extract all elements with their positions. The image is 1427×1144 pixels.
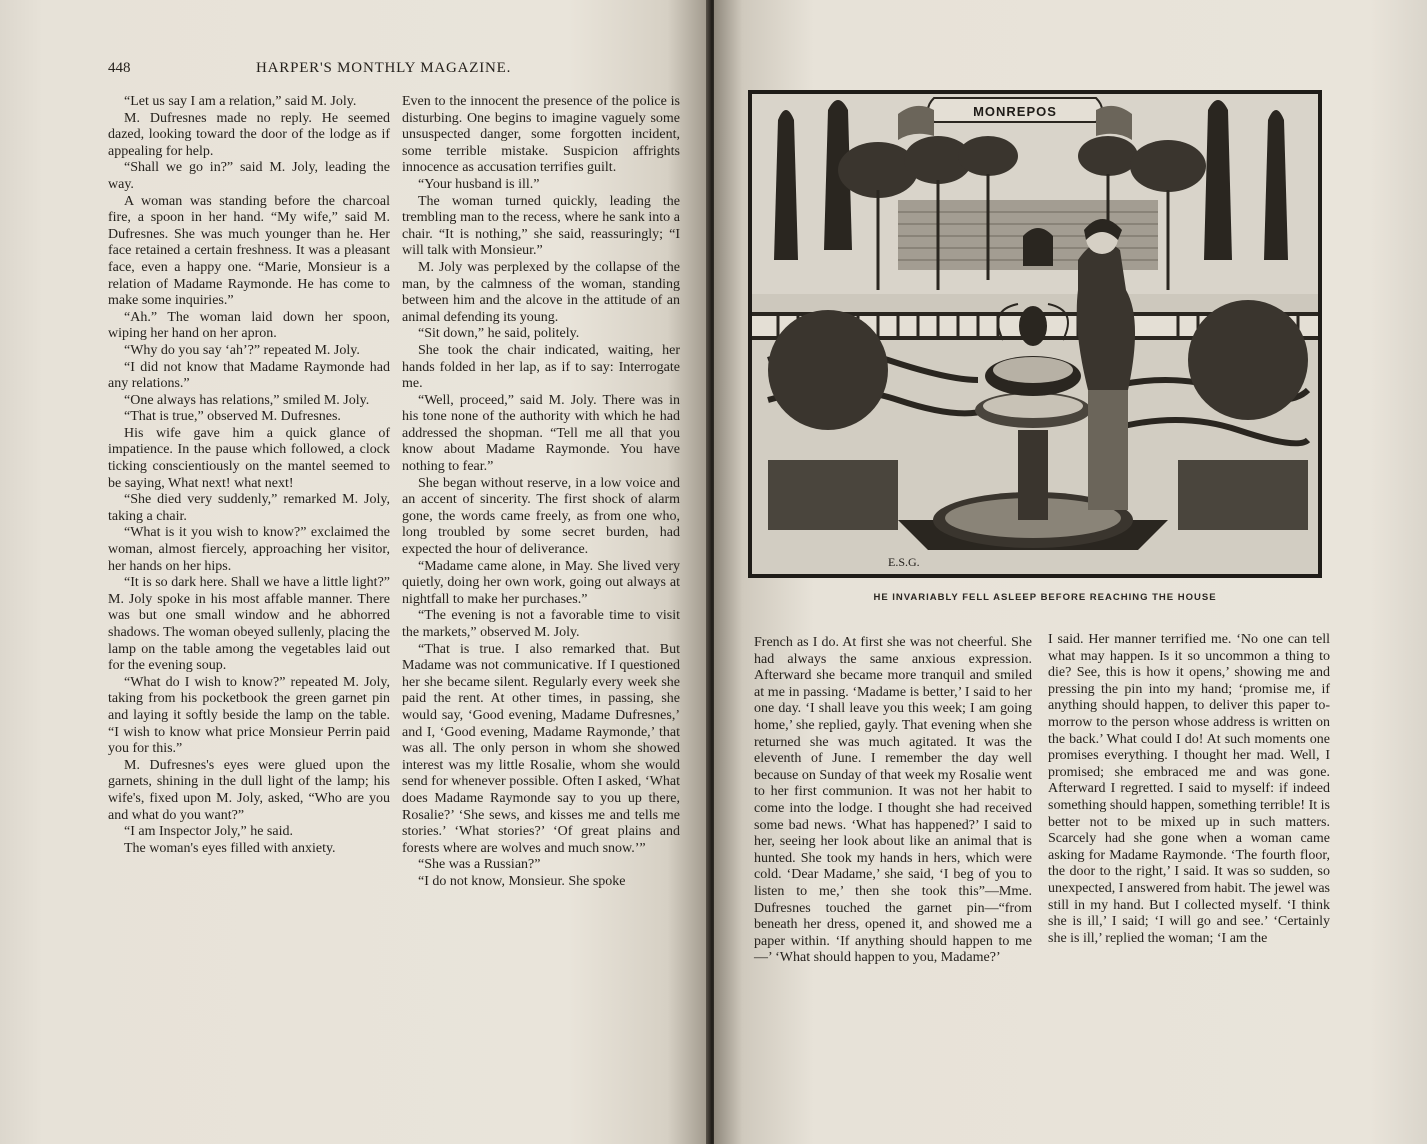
paragraph: “Let us say I am a relation,” said M. Joly. xyxy=(124,94,357,109)
paragraph: M. Dufresnes's eyes were glued upon the garnets, shining in the dull light of the lamp; his wife's, fixed upon M. Joly, asked, “Who are you and what do you want?” xyxy=(108,757,390,823)
running-head xyxy=(108,60,688,82)
artist-signature: E.S.G. xyxy=(888,555,920,569)
paragraph: M. Dufresnes made no reply. He seemed dazed, looking toward the door of the lodge as if appealing for help. xyxy=(108,110,390,159)
paragraph: A woman was standing before the charcoal fire, a spoon in her hand. “My wife,” said M. Dufresnes. She was much younger than he. Her face retained a certain freshness. It was a pleasant face, even a happy one. “Marie, Monsieur is a relation of Madame Raymonde. He has come to make some inquiries.” xyxy=(108,193,390,309)
paragraph: “Ah.” The woman laid down her spoon, wiping her hand on her apron. xyxy=(108,309,390,342)
paragraph: The woman's eyes filled with anxiety. xyxy=(124,840,336,856)
paragraph: “She died very suddenly,” remarked M. Joly, taking a chair. xyxy=(108,492,390,524)
paragraph: “It is so dark here. Shall we have a little light?” M. Joly spoke in his most affable manner. There was but one small window and he abhorred shadows. The woman obeyed sullenly, placing the lamp on the table among the vegetables laid out for the evening soup. xyxy=(108,575,390,674)
paragraph: She began without reserve, in a low voice and an accent of sincerity. The first shock of alarm gone, the words came freely, as from one who, long troubled by some secret burden, had expected the hour of deliverance. xyxy=(402,475,680,558)
paragraph: “Well, proceed,” said M. Joly. There was in his tone none of the authority with which he had addressed the shopman. “Tell me all that you know about Madame Raymonde. You have nothing to fear.” xyxy=(402,392,680,475)
garden-illustration xyxy=(748,90,1322,578)
paragraph: “She was a Russian?” xyxy=(418,857,541,873)
page-number: 448 xyxy=(108,60,131,76)
running-title: HARPER'S MONTHLY MAGAZINE. xyxy=(256,60,512,76)
column-4 xyxy=(1048,632,1330,947)
illustration-caption: HE INVARIABLY FELL ASLEEP BEFORE REACHING THE HOUSE xyxy=(873,592,1217,603)
paragraph: She took the chair indicated, waiting, her hands folded in her lap, as if to say: Interrogate me. xyxy=(402,342,680,392)
paragraph: “The evening is not a favorable time to visit the markets,” observed M. Joly. xyxy=(402,608,680,640)
paragraph: “What is it you wish to know?” exclaimed the woman, almost fiercely, approaching her visitor, her hands on her hips. xyxy=(108,525,390,574)
paragraph: “Sit down,” he said, politely. xyxy=(418,326,580,342)
paragraph: “Shall we go in?” said M. Joly, leading the way. xyxy=(108,160,390,192)
left-page xyxy=(0,0,710,1144)
paragraph: “Why do you say ‘ah’?” repeated M. Joly. xyxy=(124,342,360,358)
paragraph: “What do I wish to know?” repeated M. Joly, taking from his pocketbook the green garnet pin and laying it softly beside the lamp on the table. “I wish to know what price Monsieur Perrin paid you for this.” xyxy=(108,674,390,757)
paragraph: His wife gave him a quick glance of impatience. In the pause which followed, a clock ticking conscientiously on the mantel seemed to be saying, What next! what next! xyxy=(108,425,390,491)
paragraph: “Your husband is ill.” xyxy=(418,176,540,192)
sign-text: MONREPOS xyxy=(973,104,1057,119)
column-2 xyxy=(402,94,680,891)
paragraph: “That is true,” observed M. Dufresnes. xyxy=(124,409,341,425)
column-1 xyxy=(108,94,390,857)
paragraph: “I do not know, Monsieur. She spoke xyxy=(418,873,626,889)
paragraph: M. Joly was perplexed by the collapse of the man, by the calmness of the woman, standing between him and the alcove in the attitude of an animal defending its young. xyxy=(402,259,680,325)
paragraph: The woman turned quickly, leading the trembling man to the recess, where he sank into a chair. “It is nothing,” she said, reassuringly; “I will talk with Monsieur.” xyxy=(402,193,680,259)
column-3 xyxy=(754,635,1032,967)
paragraph: I said. Her manner terrified me. ‘No one can tell what may happen. Is it so uncommon a thing to die? See, this is how it opens,’ showing me and pressing the pin into my hand; ‘promise me, if anything should happen, to deliver this paper to-morrow to the person whose address is written on the back.’ What could I do! At such moments one promises everything. I thought her mad. Well, I promised; she embraced me and was gone. Afterward I regretted. I said to myself: if indeed something should happen, something terrible! It is better not to be mixed up in such matters. Scarcely had she gone when a woman came asking for Madame Raymonde. ‘The fourth floor, the door to the right,’ I said. It was so sudden, so unexpected, I answered from habit. The jewel was still in my hand. But I collected myself. ‘I think she is ill,’ I said; ‘I will go and see.’ ‘Certainly she is ill,’ replied the woman; ‘I am the xyxy=(1048,632,1330,946)
paragraph: “Madame came alone, in May. She lived very quietly, doing her own work, going out always at nightfall to make her purchases.” xyxy=(402,558,680,607)
paragraph: “One always has relations,” smiled M. Joly. xyxy=(124,392,370,408)
paragraph: Even to the innocent the presence of the police is disturbing. One begins to imagine vaguely some unsuspected danger, some forgotten incident, some terrible mistake. Suspicion affrights innocence as accusation terrifies guilt. xyxy=(402,94,680,176)
paragraph: “That is true. I also remarked that. But Madame was not communicative. If I questioned her she became silent. Regularly every week she paid the rent. At other times, in passing, she would say, ‘Good evening, Madame Dufresnes,’ and I, ‘Good evening, Madame Raymonde,’ that was all. The only person in whom she showed interest was my little Rosalie, whom she would send for whenever possible. Often I asked, ‘What does Madame Raymonde say to you up there, Rosalie?’ ‘She sews, and kisses me and tells me stories.’ ‘What stories?’ ‘Of great plains and forests where are wolves and much snow.’” xyxy=(402,641,680,856)
paragraph: “I am Inspector Joly,” he said. xyxy=(124,824,293,840)
paragraph: French as I do. At first she was not cheerful. She had always the same anxious expression. Afterward she became more tranquil and smiled at me in passing. ‘Madame is better,’ I said to her one day. ‘I shall leave you this week; I am going home,’ she replied, gayly. That evening when she returned she was much agitated. It was the eleventh of June. I remember the day well because on Sunday of that week my Rosalie went to her first communion. It was not her habit to come into the lodge. I thought she had received some bad news. ‘What has happened?’ I said to her, seeing her look about like an animal that is hunted. She took my hands in hers, which were cold. ‘Dear Madame,’ she said, ‘I beg of you to listen to me,’ then she took this”—Mme. Dufresnes touched the garnet pin—“from beneath her dress, opened it, and showed me a paper within. ‘If anything should happen to me—’ ‘What should happen to you, Madame?’ xyxy=(754,635,1032,966)
paragraph: “I did not know that Madame Raymonde had any relations.” xyxy=(108,359,390,392)
